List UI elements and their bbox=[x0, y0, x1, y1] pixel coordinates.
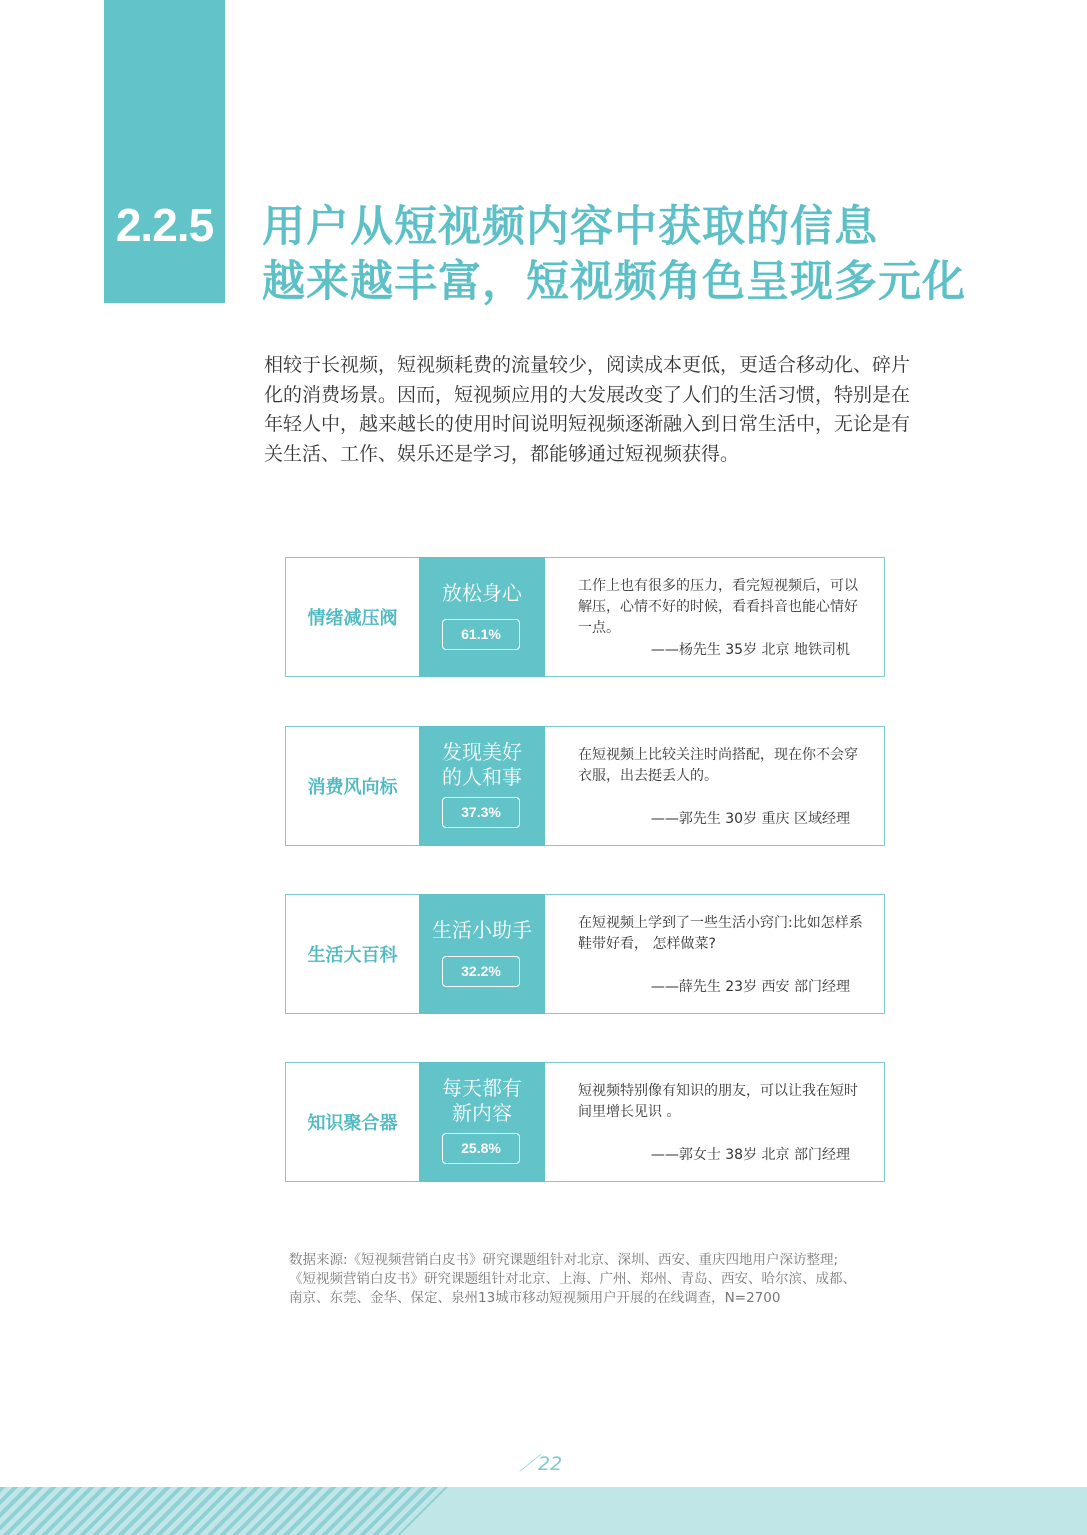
card-attribution: ——薛先生 23岁 西安 部门经理 bbox=[650, 979, 850, 995]
card-role-panel bbox=[419, 726, 545, 846]
card-role-panel bbox=[419, 894, 545, 1014]
card-role: 放松身心 bbox=[442, 581, 522, 605]
role-card-consumption bbox=[285, 726, 885, 846]
source-line: 南京、东莞、金华、保定、泉州13城市移动短视频用户开展的在线调查，N=2700 bbox=[289, 1290, 781, 1306]
source-line: 《短视频营销白皮书》研究课题组针对北京、上海、广州、郑州、青岛、西安、哈尔滨、成都、 bbox=[289, 1271, 856, 1287]
card-percent-badge: 61.1% bbox=[442, 619, 520, 650]
intro-line: 相较于长视频，短视频耗费的流量较少，阅读成本更低，更适合移动化、碎片 bbox=[264, 354, 911, 376]
section-color-bar bbox=[104, 0, 225, 303]
intro-line: 年轻人中，越来越长的使用时间说明短视频逐渐融入到日常生活中，无论是有 bbox=[264, 413, 911, 435]
card-category: 情绪减压阀 bbox=[307, 608, 398, 629]
intro-paragraph bbox=[264, 351, 924, 469]
card-quote: 工作上也有很多的压力，看完短视频后，可以解压，心情不好的时候，看看抖音也能心情好一点。 bbox=[578, 578, 858, 636]
section-number: 2.2.5 bbox=[115, 199, 214, 251]
card-attribution: ——郭先生 30岁 重庆 区域经理 bbox=[650, 811, 850, 827]
card-role-panel bbox=[419, 1062, 545, 1182]
card-percent-badge: 37.3% bbox=[442, 797, 520, 828]
intro-line: 关生活、工作、娱乐还是学习，都能够通过短视频获得。 bbox=[264, 442, 740, 465]
card-percent-badge: 25.8% bbox=[442, 1133, 520, 1164]
card-attribution: ——杨先生 35岁 北京 地铁司机 bbox=[650, 642, 850, 658]
role-card-stress-relief bbox=[285, 557, 885, 677]
page-slash-icon: ／ bbox=[519, 1453, 539, 1475]
title-line-1: 用户从短视频内容中获取的信息 bbox=[262, 202, 878, 252]
card-role: 生活小助手 bbox=[432, 918, 532, 942]
source-line: 数据来源:《短视频营销白皮书》研究课题组针对北京、深圳、西安、重庆四地用户深访整理; bbox=[289, 1252, 839, 1268]
card-quote: 短视频特别像有知识的朋友，可以让我在短时间里增长见识 。 bbox=[578, 1083, 858, 1120]
page-number bbox=[519, 1449, 562, 1476]
card-attribution: ——郭女士 38岁 北京 部门经理 bbox=[650, 1147, 850, 1163]
footer-stripe-pattern bbox=[0, 1487, 448, 1535]
role-card-life-encyclopedia bbox=[285, 894, 885, 1014]
card-category: 消费风向标 bbox=[307, 777, 398, 798]
card-role-panel bbox=[419, 557, 545, 677]
card-role: 发现美好的人和事 bbox=[442, 740, 522, 789]
card-category: 知识聚合器 bbox=[307, 1113, 398, 1134]
card-category: 生活大百科 bbox=[307, 945, 398, 966]
card-role: 每天都有新内容 bbox=[442, 1076, 522, 1125]
data-source-note bbox=[289, 1251, 909, 1308]
page-title bbox=[262, 200, 966, 310]
card-percent-badge: 32.2% bbox=[442, 956, 520, 987]
role-card-knowledge bbox=[285, 1062, 885, 1182]
intro-line: 化的消费场景。因而，短视频应用的大发展改变了人们的生活习惯，特别是在 bbox=[264, 383, 911, 406]
card-quote: 在短视频上学到了一些生活小窍门:比如怎样系鞋带好看， 怎样做菜? bbox=[578, 915, 863, 952]
title-line-2: 越来越丰富，短视频角色呈现多元化 bbox=[262, 257, 966, 307]
card-quote: 在短视频上比较关注时尚搭配，现在你不会穿衣服，出去挺丢人的。 bbox=[578, 747, 858, 784]
page-number-value: 22 bbox=[538, 1453, 563, 1475]
